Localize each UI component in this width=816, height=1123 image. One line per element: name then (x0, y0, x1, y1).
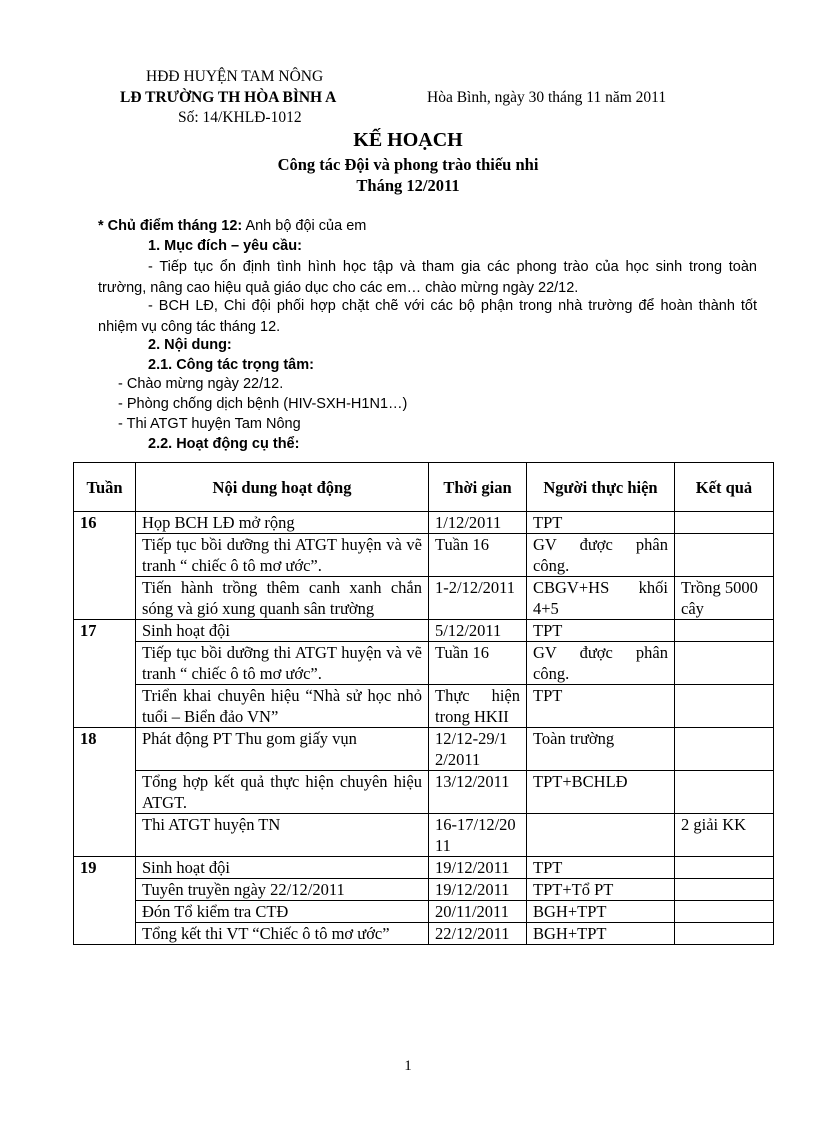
header-week: Tuần (74, 463, 136, 512)
result-cell (675, 879, 774, 901)
header-content: Nội dung hoạt động (136, 463, 429, 512)
time-cell: Thực hiện trong HKII (429, 685, 527, 728)
doc-title: KẾ HOẠCH (353, 129, 463, 151)
result-cell (675, 771, 774, 814)
table-row (74, 771, 774, 814)
person-cell: TPT (527, 620, 675, 642)
content-cell: Phát động PT Thu gom giấy vụn (136, 728, 429, 771)
table-row (74, 728, 774, 771)
theme-line (98, 218, 366, 234)
paragraph-2: - BCH LĐ, Chi đội phối hợp chặt chẽ với các bộ phận trong nhà trường để hoàn thành tốt nhiệm vụ công tác tháng 12. (98, 298, 757, 335)
content-cell: Tổng kết thi VT “Chiếc ô tô mơ ước” (136, 923, 429, 945)
week-cell: 17 (74, 620, 136, 728)
time-cell: 19/12/2011 (429, 879, 527, 901)
result-cell (675, 685, 774, 728)
section-2-1-title: 2.1. Công tác trọng tâm: (148, 357, 314, 373)
table-row (74, 642, 774, 685)
content-cell: Tiếp tục bồi dưỡng thi ATGT huyện và vẽ tranh “ chiếc ô tô mơ ước”. (136, 534, 429, 577)
content-cell: Họp BCH LĐ mở rộng (136, 512, 429, 534)
doc-number: Số: 14/KHLĐ-1012 (178, 109, 302, 126)
time-cell: 16-17/12/2011 (429, 814, 527, 857)
result-cell (675, 728, 774, 771)
table-header-row (74, 463, 774, 512)
theme-value: Anh bộ đội của em (242, 218, 367, 234)
result-cell (675, 642, 774, 685)
person-cell: TPT (527, 857, 675, 879)
week-cell: 19 (74, 857, 136, 945)
person-cell: Toàn trường (527, 728, 675, 771)
theme-label: * Chủ điểm tháng 12: (98, 218, 243, 234)
result-cell (675, 620, 774, 642)
result-cell (675, 534, 774, 577)
person-cell: TPT (527, 685, 675, 728)
header-result: Kết quả (675, 463, 774, 512)
bullet-3: - Thi ATGT huyện Tam Nông (118, 416, 301, 432)
table-row (74, 857, 774, 879)
section-2-title: 2. Nội dung: (148, 337, 232, 353)
person-cell: CBGV+HS khối 4+5 (527, 577, 675, 620)
table-row (74, 534, 774, 577)
person-cell: BGH+TPT (527, 923, 675, 945)
person-cell: TPT+Tổ PT (527, 879, 675, 901)
org-line-2: LĐ TRƯỜNG TH HÒA BÌNH A (120, 89, 337, 106)
content-cell: Tuyên truyền ngày 22/12/2011 (136, 879, 429, 901)
person-cell: TPT (527, 512, 675, 534)
person-cell: GV được phân công. (527, 534, 675, 577)
person-cell: GV được phân công. (527, 642, 675, 685)
time-cell: 12/12-29/12/2011 (429, 728, 527, 771)
time-cell: Tuần 16 (429, 534, 527, 577)
table-row (74, 879, 774, 901)
content-cell: Tổng hợp kết quả thực hiện chuyên hiệu ATGT. (136, 771, 429, 814)
person-cell (527, 814, 675, 857)
header-person: Người thực hiện (527, 463, 675, 512)
table-row (74, 512, 774, 534)
result-cell: 2 giải KK (675, 814, 774, 857)
week-cell: 16 (74, 512, 136, 620)
table-row (74, 923, 774, 945)
person-cell: BGH+TPT (527, 901, 675, 923)
bullet-1: - Chào mừng ngày 22/12. (118, 376, 284, 392)
table-row (74, 577, 774, 620)
content-cell: Triển khai chuyên hiệu “Nhà sử học nhỏ tuổi – Biển đảo VN” (136, 685, 429, 728)
time-cell: 19/12/2011 (429, 857, 527, 879)
content-cell: Tiến hành trồng thêm canh xanh chắn sóng và gió xung quanh sân trường (136, 577, 429, 620)
result-cell (675, 923, 774, 945)
content-cell: Đón Tổ kiểm tra CTĐ (136, 901, 429, 923)
time-cell: 20/11/2011 (429, 901, 527, 923)
section-1-title: 1. Mục đích – yêu cầu: (148, 238, 302, 254)
table-row (74, 620, 774, 642)
activity-table (73, 462, 774, 945)
content-cell: Sinh hoạt đội (136, 620, 429, 642)
doc-month: Tháng 12/2011 (356, 176, 460, 195)
table-row (74, 901, 774, 923)
content-cell: Sinh hoạt đội (136, 857, 429, 879)
time-cell: 5/12/2011 (429, 620, 527, 642)
time-cell: 13/12/2011 (429, 771, 527, 814)
table-row (74, 685, 774, 728)
result-cell (675, 901, 774, 923)
page-number: 1 (404, 1058, 412, 1074)
org-line-1: HĐĐ HUYỆN TAM NÔNG (146, 68, 324, 85)
result-cell (675, 857, 774, 879)
place-date: Hòa Bình, ngày 30 tháng 11 năm 2011 (427, 89, 667, 106)
result-cell (675, 512, 774, 534)
table-row (74, 814, 774, 857)
time-cell: 1-2/12/2011 (429, 577, 527, 620)
header-time: Thời gian (429, 463, 527, 512)
paragraph-1: - Tiếp tục ổn định tình hình học tập và tham gia các phong trào của học sinh trong toàn trường, nâng cao hiệu quả giáo dục cho các em… chào mừng ngày 22/12. (98, 259, 757, 296)
time-cell: 1/12/2011 (429, 512, 527, 534)
result-cell: Trồng 5000 cây (675, 577, 774, 620)
doc-subtitle: Công tác Đội và phong trào thiếu nhi (277, 155, 539, 174)
time-cell: Tuần 16 (429, 642, 527, 685)
content-cell: Tiếp tục bồi dưỡng thi ATGT huyện và vẽ tranh “ chiếc ô tô mơ ước”. (136, 642, 429, 685)
time-cell: 22/12/2011 (429, 923, 527, 945)
week-cell: 18 (74, 728, 136, 857)
content-cell: Thi ATGT huyện TN (136, 814, 429, 857)
section-2-2-title: 2.2. Hoạt động cụ thể: (148, 436, 300, 452)
person-cell: TPT+BCHLĐ (527, 771, 675, 814)
bullet-2: - Phòng chống dịch bệnh (HIV-SXH-H1N1…) (118, 396, 408, 412)
